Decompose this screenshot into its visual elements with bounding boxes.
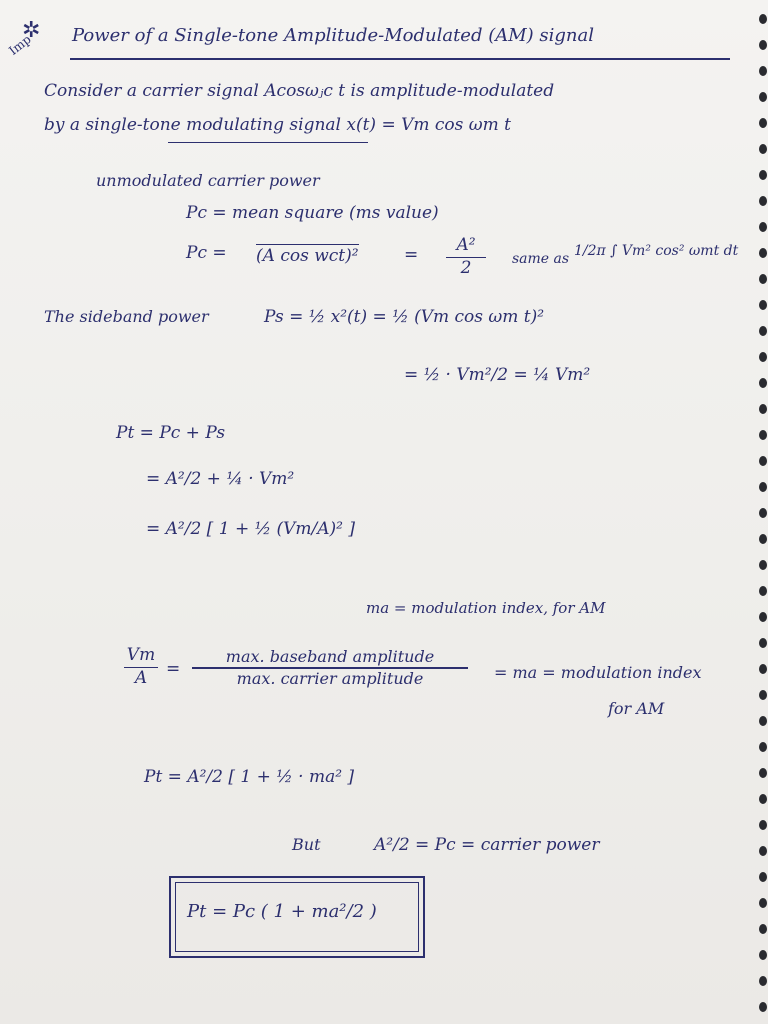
title-underline [70, 58, 730, 60]
page-title: Power of a Single-tone Amplitude-Modulated (AM) signal [72, 25, 594, 46]
binding-hole [759, 846, 767, 856]
result-box [169, 876, 425, 958]
ratio-lhs [124, 646, 158, 689]
ratio-fraction [192, 648, 468, 688]
pc-eq-fraction [446, 236, 486, 279]
binding-hole [759, 872, 767, 882]
imp-mark: Imp [6, 32, 34, 58]
star-icon: ✲ [22, 18, 41, 43]
binding-hole [759, 1002, 767, 1012]
same-as-integral: 1/2π ∫ Vm² cos² ωmt dt [574, 243, 739, 259]
binding-hole [759, 768, 767, 778]
binding-hole [759, 950, 767, 960]
intro-underline [168, 142, 368, 143]
binding-hole [759, 66, 767, 76]
binding-hole [759, 586, 767, 596]
binding-hole [759, 404, 767, 414]
binding-hole [759, 92, 767, 102]
but-label: But [292, 835, 321, 854]
binding-hole [759, 144, 767, 154]
ps-equation-2: = ½ · Vm²/2 = ¼ Vm² [404, 365, 591, 385]
binding-hole [759, 794, 767, 804]
pt-ma-equation: Pt = A²/2 [ 1 + ½ · ma² ] [144, 767, 355, 787]
binding-hole [759, 612, 767, 622]
ratio-equals: = [166, 659, 181, 679]
ratio-rhs-2: for AM [608, 699, 665, 718]
binding-hole [759, 534, 767, 544]
binding-hole [759, 300, 767, 310]
binding-hole [759, 14, 767, 24]
binding-hole [759, 742, 767, 752]
ratio-denominator: max. carrier amplitude [236, 668, 424, 688]
binding-hole [759, 196, 767, 206]
binding-hole [759, 638, 767, 648]
pt-line-3: = A²/2 [ 1 + ½ (Vm/A)² ] [146, 519, 355, 539]
binding-hole [759, 924, 767, 934]
binding-hole [759, 560, 767, 570]
ratio-lhs-num: Vm [126, 645, 156, 665]
binding-hole [759, 482, 767, 492]
binding-hole [759, 326, 767, 336]
binding-hole [759, 248, 767, 258]
intro-line-1: Consider a carrier signal Acosωⱼc t is amplitude-modulated [44, 81, 555, 101]
intro-line-2: by a single-tone modulating signal x(t) = Vm cos ωm t [44, 115, 512, 135]
pc-eq-denominator: 2 [460, 258, 472, 279]
binding-hole [759, 222, 767, 232]
unmodulated-label: unmodulated carrier power [96, 171, 320, 190]
binding-hole [759, 976, 767, 986]
same-as-note: same as [512, 251, 570, 267]
binding-hole [759, 508, 767, 518]
binding-hole [759, 274, 767, 284]
pc-eq-term: (A cos wct)² [256, 246, 359, 266]
binding-hole [759, 664, 767, 674]
ps-equation: Ps = ½ x²(t) = ½ (Vm cos ωm t)² [264, 307, 545, 327]
pc-eq-equals: = [404, 245, 419, 265]
pt-line-2: = A²/2 + ¼ · Vm² [146, 469, 295, 489]
binding-hole [759, 118, 767, 128]
binding-hole [759, 40, 767, 50]
pt-line-1: Pt = Pc + Ps [116, 423, 226, 443]
pc-eq-lhs: Pc = [186, 243, 227, 263]
but-equation: A²/2 = Pc = carrier power [374, 835, 600, 855]
binding-hole [759, 690, 767, 700]
sideband-label: The sideband power [44, 307, 209, 326]
binding-hole [759, 456, 767, 466]
binding-hole [759, 352, 767, 362]
pc-eq-numerator: A² [456, 235, 476, 255]
binding-hole [759, 378, 767, 388]
binding-hole [759, 820, 767, 830]
binding-hole [759, 716, 767, 726]
ma-note: ma = modulation index, for AM [366, 599, 606, 617]
ratio-rhs: = ma = modulation index [494, 663, 702, 682]
spiral-binding [754, 0, 768, 1024]
binding-hole [759, 430, 767, 440]
final-equation: Pt = Pc ( 1 + ma²/2 ) [187, 901, 377, 922]
binding-hole [759, 170, 767, 180]
pc-definition: Pc = mean square (ms value) [186, 203, 439, 223]
ratio-numerator: max. baseband amplitude [225, 647, 435, 666]
binding-hole [759, 898, 767, 908]
ratio-lhs-den: A [134, 668, 148, 689]
